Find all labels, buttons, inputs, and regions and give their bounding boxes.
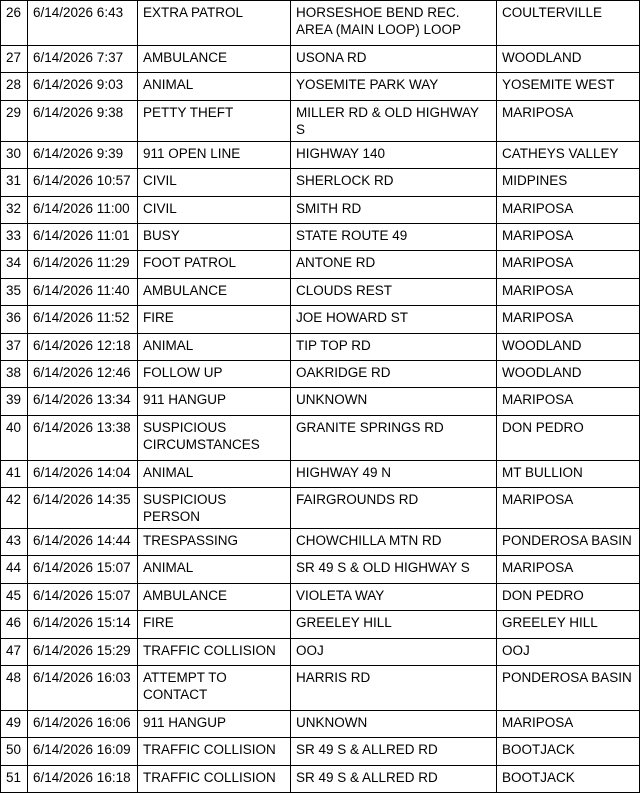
table-row: [1, 711, 640, 738]
row-number-cell: 36: [1, 306, 28, 333]
row-number-cell: 40: [1, 415, 28, 460]
location-cell: MILLER RD & OLD HIGHWAY S: [291, 100, 497, 141]
row-number-cell: 27: [1, 46, 28, 73]
location-cell: SR 49 S & ALLRED RD: [291, 765, 497, 792]
table-row: [1, 529, 640, 556]
location-cell: UNKNOWN: [291, 711, 497, 738]
datetime-cell: 6/14/2026 10:57: [28, 169, 138, 196]
table-row: [1, 306, 640, 333]
datetime-cell: 6/14/2026 11:52: [28, 306, 138, 333]
row-number-cell: 31: [1, 169, 28, 196]
location-cell: JOE HOWARD ST: [291, 306, 497, 333]
datetime-cell: 6/14/2026 9:03: [28, 73, 138, 100]
call-type-cell: ANIMAL: [138, 73, 291, 100]
location-cell: OOJ: [291, 638, 497, 665]
location-cell: SR 49 S & ALLRED RD: [291, 738, 497, 765]
city-cell: MARIPOSA: [497, 388, 640, 415]
city-cell: BOOTJACK: [497, 765, 640, 792]
table-row: [1, 46, 640, 73]
city-cell: PONDEROSA BASIN: [497, 666, 640, 711]
table-row: [1, 611, 640, 638]
call-type-cell: ATTEMPT TO CONTACT: [138, 666, 291, 711]
call-type-cell: FOLLOW UP: [138, 360, 291, 387]
table-row: [1, 169, 640, 196]
city-cell: MARIPOSA: [497, 196, 640, 223]
city-cell: MARIPOSA: [497, 223, 640, 250]
call-type-cell: 911 HANGUP: [138, 711, 291, 738]
call-type-cell: FIRE: [138, 611, 291, 638]
datetime-cell: 6/14/2026 15:14: [28, 611, 138, 638]
table-row: [1, 1, 640, 46]
table-row: [1, 333, 640, 360]
datetime-cell: 6/14/2026 16:18: [28, 765, 138, 792]
datetime-cell: 6/14/2026 16:03: [28, 666, 138, 711]
call-type-cell: SUSPICIOUS PERSON: [138, 488, 291, 529]
call-type-cell: ANIMAL: [138, 460, 291, 487]
row-number-cell: 48: [1, 666, 28, 711]
datetime-cell: 6/14/2026 9:39: [28, 141, 138, 168]
row-number-cell: 43: [1, 529, 28, 556]
location-cell: CLOUDS REST: [291, 278, 497, 305]
city-cell: WOODLAND: [497, 46, 640, 73]
city-cell: PONDEROSA BASIN: [497, 529, 640, 556]
datetime-cell: 6/14/2026 14:44: [28, 529, 138, 556]
call-type-cell: CIVIL: [138, 169, 291, 196]
table-row: [1, 360, 640, 387]
row-number-cell: 41: [1, 460, 28, 487]
row-number-cell: 26: [1, 1, 28, 46]
city-cell: MIDPINES: [497, 169, 640, 196]
call-log-body: [1, 1, 640, 793]
city-cell: MARIPOSA: [497, 488, 640, 529]
row-number-cell: 35: [1, 278, 28, 305]
call-type-cell: AMBULANCE: [138, 278, 291, 305]
location-cell: TIP TOP RD: [291, 333, 497, 360]
table-row: [1, 388, 640, 415]
table-row: [1, 251, 640, 278]
datetime-cell: 6/14/2026 13:34: [28, 388, 138, 415]
location-cell: SHERLOCK RD: [291, 169, 497, 196]
row-number-cell: 44: [1, 556, 28, 583]
table-row: [1, 100, 640, 141]
table-row: [1, 415, 640, 460]
row-number-cell: 32: [1, 196, 28, 223]
row-number-cell: 51: [1, 765, 28, 792]
datetime-cell: 6/14/2026 11:40: [28, 278, 138, 305]
city-cell: MARIPOSA: [497, 100, 640, 141]
row-number-cell: 29: [1, 100, 28, 141]
datetime-cell: 6/14/2026 16:09: [28, 738, 138, 765]
table-row: [1, 556, 640, 583]
location-cell: ANTONE RD: [291, 251, 497, 278]
city-cell: MARIPOSA: [497, 251, 640, 278]
datetime-cell: 6/14/2026 11:29: [28, 251, 138, 278]
call-type-cell: ANIMAL: [138, 556, 291, 583]
call-type-cell: 911 HANGUP: [138, 388, 291, 415]
table-row: [1, 666, 640, 711]
location-cell: HIGHWAY 140: [291, 141, 497, 168]
row-number-cell: 30: [1, 141, 28, 168]
table-row: [1, 460, 640, 487]
row-number-cell: 45: [1, 583, 28, 610]
location-cell: HARRIS RD: [291, 666, 497, 711]
city-cell: MARIPOSA: [497, 306, 640, 333]
call-type-cell: CIVIL: [138, 196, 291, 223]
location-cell: UNKNOWN: [291, 388, 497, 415]
call-type-cell: FOOT PATROL: [138, 251, 291, 278]
city-cell: MT BULLION: [497, 460, 640, 487]
datetime-cell: 6/14/2026 13:38: [28, 415, 138, 460]
call-type-cell: 911 OPEN LINE: [138, 141, 291, 168]
row-number-cell: 50: [1, 738, 28, 765]
row-number-cell: 34: [1, 251, 28, 278]
datetime-cell: 6/14/2026 15:29: [28, 638, 138, 665]
row-number-cell: 49: [1, 711, 28, 738]
call-type-cell: ANIMAL: [138, 333, 291, 360]
location-cell: OAKRIDGE RD: [291, 360, 497, 387]
row-number-cell: 37: [1, 333, 28, 360]
city-cell: YOSEMITE WEST: [497, 73, 640, 100]
call-type-cell: BUSY: [138, 223, 291, 250]
location-cell: USONA RD: [291, 46, 497, 73]
row-number-cell: 47: [1, 638, 28, 665]
call-type-cell: AMBULANCE: [138, 583, 291, 610]
table-row: [1, 738, 640, 765]
table-row: [1, 73, 640, 100]
city-cell: GREELEY HILL: [497, 611, 640, 638]
row-number-cell: 28: [1, 73, 28, 100]
datetime-cell: 6/14/2026 11:01: [28, 223, 138, 250]
location-cell: GREELEY HILL: [291, 611, 497, 638]
table-row: [1, 141, 640, 168]
datetime-cell: 6/14/2026 9:38: [28, 100, 138, 141]
location-cell: CHOWCHILLA MTN RD: [291, 529, 497, 556]
location-cell: YOSEMITE PARK WAY: [291, 73, 497, 100]
row-number-cell: 42: [1, 488, 28, 529]
call-type-cell: PETTY THEFT: [138, 100, 291, 141]
call-type-cell: TRAFFIC COLLISION: [138, 765, 291, 792]
city-cell: WOODLAND: [497, 333, 640, 360]
call-type-cell: TRAFFIC COLLISION: [138, 638, 291, 665]
datetime-cell: 6/14/2026 7:37: [28, 46, 138, 73]
location-cell: GRANITE SPRINGS RD: [291, 415, 497, 460]
call-type-cell: SUSPICIOUS CIRCUMSTANCES: [138, 415, 291, 460]
datetime-cell: 6/14/2026 14:35: [28, 488, 138, 529]
row-number-cell: 39: [1, 388, 28, 415]
city-cell: DON PEDRO: [497, 583, 640, 610]
datetime-cell: 6/14/2026 15:07: [28, 556, 138, 583]
table-row: [1, 765, 640, 792]
table-row: [1, 223, 640, 250]
row-number-cell: 46: [1, 611, 28, 638]
city-cell: MARIPOSA: [497, 711, 640, 738]
datetime-cell: 6/14/2026 11:00: [28, 196, 138, 223]
datetime-cell: 6/14/2026 12:46: [28, 360, 138, 387]
call-type-cell: AMBULANCE: [138, 46, 291, 73]
call-type-cell: TRESPASSING: [138, 529, 291, 556]
city-cell: WOODLAND: [497, 360, 640, 387]
call-type-cell: FIRE: [138, 306, 291, 333]
location-cell: SMITH RD: [291, 196, 497, 223]
datetime-cell: 6/14/2026 15:07: [28, 583, 138, 610]
location-cell: HIGHWAY 49 N: [291, 460, 497, 487]
row-number-cell: 33: [1, 223, 28, 250]
datetime-cell: 6/14/2026 6:43: [28, 1, 138, 46]
table-row: [1, 638, 640, 665]
city-cell: COULTERVILLE: [497, 1, 640, 46]
row-number-cell: 38: [1, 360, 28, 387]
city-cell: DON PEDRO: [497, 415, 640, 460]
table-row: [1, 278, 640, 305]
table-row: [1, 488, 640, 529]
city-cell: CATHEYS VALLEY: [497, 141, 640, 168]
location-cell: VIOLETA WAY: [291, 583, 497, 610]
location-cell: SR 49 S & OLD HIGHWAY S: [291, 556, 497, 583]
city-cell: OOJ: [497, 638, 640, 665]
city-cell: MARIPOSA: [497, 556, 640, 583]
call-type-cell: TRAFFIC COLLISION: [138, 738, 291, 765]
datetime-cell: 6/14/2026 16:06: [28, 711, 138, 738]
location-cell: HORSESHOE BEND REC. AREA (MAIN LOOP) LOOP: [291, 1, 497, 46]
city-cell: MARIPOSA: [497, 278, 640, 305]
datetime-cell: 6/14/2026 12:18: [28, 333, 138, 360]
table-row: [1, 196, 640, 223]
call-type-cell: EXTRA PATROL: [138, 1, 291, 46]
city-cell: BOOTJACK: [497, 738, 640, 765]
location-cell: STATE ROUTE 49: [291, 223, 497, 250]
location-cell: FAIRGROUNDS RD: [291, 488, 497, 529]
datetime-cell: 6/14/2026 14:04: [28, 460, 138, 487]
table-row: [1, 583, 640, 610]
